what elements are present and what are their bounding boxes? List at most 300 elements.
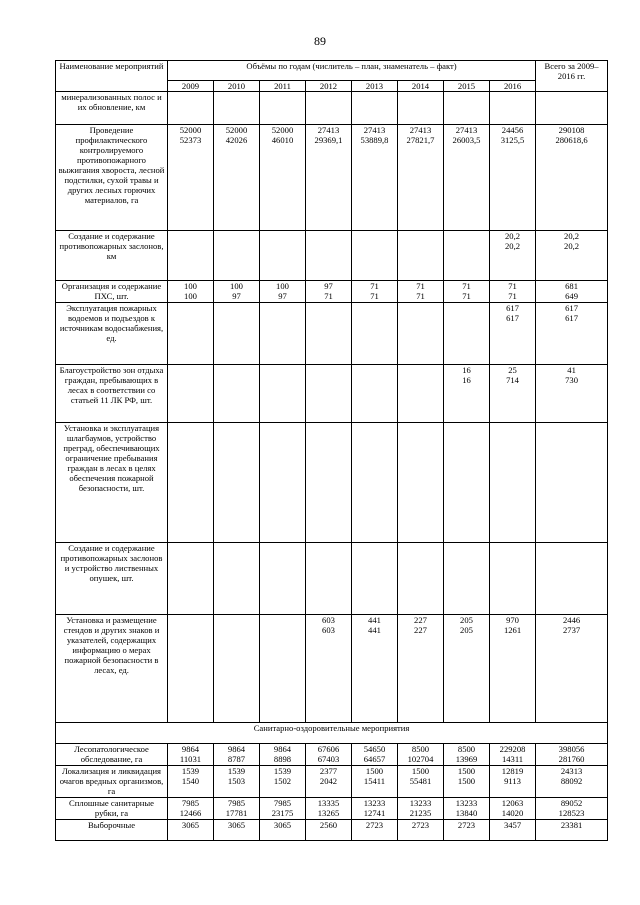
row-name: Создание и содержание противопожарных заслонов и устройство лиственных опушек, шт. [56, 543, 168, 615]
fact-value: 2737 [562, 625, 581, 635]
plan-value: 1500 [457, 766, 476, 776]
fact-value [262, 553, 303, 563]
table-row [56, 365, 608, 423]
value-cell [398, 820, 444, 841]
value-cell [536, 303, 608, 365]
fact-value [170, 313, 211, 323]
plan-value [492, 543, 533, 553]
plan-value: 13233 [455, 798, 478, 808]
plan-value: 2446 [562, 615, 581, 625]
fact-value [492, 433, 533, 443]
fact-value: 64657 [363, 754, 386, 764]
fact-value: 102704 [407, 754, 434, 764]
row-name: Сплошные санитарные рубки, га [56, 798, 168, 820]
plan-value [170, 615, 211, 625]
value-cell [490, 543, 536, 615]
value-cell [490, 820, 536, 841]
plan-value: 9864 [273, 744, 292, 754]
plan-value [446, 231, 487, 241]
value-cell [536, 543, 608, 615]
plan-value [446, 543, 487, 553]
value-cell [306, 798, 352, 820]
table-row [56, 744, 608, 766]
fact-value [262, 433, 303, 443]
value-cell [444, 303, 490, 365]
value-cell [536, 365, 608, 423]
plan-value [354, 423, 395, 433]
row-name: Организация и содержание ПХС, шт. [56, 281, 168, 303]
table-row [56, 303, 608, 365]
plan-value: 27413 [409, 125, 432, 135]
plan-value [216, 615, 257, 625]
value-cell [168, 543, 214, 615]
value-cell [168, 303, 214, 365]
plan-value: 2723 [365, 820, 384, 830]
row-name: Эксплуатация пожарных водоемов и подъездов к источникам водоснабжения, ед. [56, 303, 168, 365]
value-cell [352, 798, 398, 820]
plan-value: 27413 [317, 125, 340, 135]
value-cell [260, 543, 306, 615]
value-cell [490, 365, 536, 423]
value-cell [214, 303, 260, 365]
plan-value: 71 [508, 281, 517, 291]
value-cell [444, 744, 490, 766]
fact-value: 67403 [317, 754, 340, 764]
plan-value: 100 [276, 281, 289, 291]
fact-value [308, 433, 349, 443]
plan-value [354, 231, 395, 241]
header-year: 2013 [352, 81, 398, 92]
fact-value [446, 102, 487, 112]
fact-value [216, 241, 257, 251]
value-cell [444, 231, 490, 281]
fact-value [170, 241, 211, 251]
value-cell [444, 281, 490, 303]
fact-value: 1261 [503, 625, 522, 635]
fact-value: 20,2 [505, 241, 521, 251]
value-cell [536, 820, 608, 841]
plan-value: 7985 [273, 798, 292, 808]
fact-value: 88092 [560, 776, 583, 786]
fact-value [400, 433, 441, 443]
plan-value [400, 92, 441, 102]
value-cell [168, 423, 214, 543]
plan-value: 20,2 [505, 231, 521, 241]
fact-value: 15411 [363, 776, 386, 786]
fact-value: 14020 [501, 808, 524, 818]
value-cell [352, 231, 398, 281]
value-cell [260, 281, 306, 303]
fact-value: 128523 [558, 808, 585, 818]
fact-value [308, 241, 349, 251]
plan-value [354, 543, 395, 553]
value-cell [260, 615, 306, 723]
plan-value [170, 92, 211, 102]
plan-value: 617 [506, 303, 519, 313]
plan-value: 20,2 [564, 231, 580, 241]
fact-value [262, 830, 303, 840]
fact-value [216, 830, 257, 840]
plan-value [170, 543, 211, 553]
value-cell [214, 615, 260, 723]
fact-value: 23175 [271, 808, 294, 818]
fact-value: 26003,5 [452, 135, 481, 145]
fact-value [400, 553, 441, 563]
plan-value [538, 543, 605, 553]
table-body-sanitary [56, 744, 608, 841]
plan-value: 52000 [179, 125, 202, 135]
value-cell [260, 92, 306, 125]
value-cell [168, 125, 214, 231]
fact-value: 12741 [363, 808, 386, 818]
plan-value: 2723 [457, 820, 476, 830]
value-cell [444, 766, 490, 798]
table-row [56, 125, 608, 231]
value-cell [306, 231, 352, 281]
value-cell [490, 615, 536, 723]
value-cell [398, 92, 444, 125]
plan-value [308, 543, 349, 553]
value-cell [490, 303, 536, 365]
plan-value [400, 365, 441, 375]
value-cell [490, 125, 536, 231]
plan-value: 2377 [319, 766, 338, 776]
value-cell [490, 92, 536, 125]
value-cell [490, 423, 536, 543]
fact-value: 52373 [179, 135, 202, 145]
value-cell [398, 365, 444, 423]
value-cell [214, 744, 260, 766]
value-cell [214, 766, 260, 798]
value-cell [490, 281, 536, 303]
plan-value: 100 [184, 281, 197, 291]
plan-value: 13233 [409, 798, 432, 808]
value-cell [490, 231, 536, 281]
plan-value: 3065 [181, 820, 200, 830]
volumes-table [55, 60, 608, 841]
fact-value: 730 [565, 375, 578, 385]
plan-value [262, 543, 303, 553]
value-cell [306, 365, 352, 423]
fact-value: 71 [416, 291, 425, 301]
fact-value: 8898 [273, 754, 292, 764]
plan-value [216, 365, 257, 375]
plan-value: 9864 [227, 744, 246, 754]
value-cell [306, 125, 352, 231]
plan-value: 16 [462, 365, 471, 375]
plan-value: 441 [368, 615, 381, 625]
header-year: 2014 [398, 81, 444, 92]
plan-value [308, 303, 349, 313]
plan-value: 67606 [317, 744, 340, 754]
fact-value [216, 102, 257, 112]
fact-value [446, 553, 487, 563]
value-cell [214, 231, 260, 281]
section-row [56, 723, 608, 744]
fact-value: 100 [184, 291, 197, 301]
table-row [56, 615, 608, 723]
value-cell [444, 125, 490, 231]
row-name: Локализация и ликвидация очагов вредных организмов, га [56, 766, 168, 798]
plan-value [170, 423, 211, 433]
value-cell [168, 766, 214, 798]
plan-value: 7985 [181, 798, 200, 808]
table-section [56, 723, 608, 744]
fact-value: 13969 [455, 754, 478, 764]
value-cell [398, 766, 444, 798]
fact-value: 1540 [181, 776, 200, 786]
plan-value: 24313 [560, 766, 583, 776]
plan-value [446, 92, 487, 102]
plan-value: 1539 [227, 766, 246, 776]
value-cell [352, 365, 398, 423]
fact-value [354, 830, 395, 840]
header-year: 2016 [490, 81, 536, 92]
value-cell [214, 92, 260, 125]
value-cell [214, 365, 260, 423]
plan-value [308, 231, 349, 241]
value-cell [168, 820, 214, 841]
fact-value: 21235 [409, 808, 432, 818]
value-cell [490, 766, 536, 798]
value-cell [168, 365, 214, 423]
fact-value: 3125,5 [500, 135, 525, 145]
plan-value: 681 [565, 281, 578, 291]
plan-value: 9864 [181, 744, 200, 754]
plan-value: 227 [414, 615, 427, 625]
plan-value: 89052 [560, 798, 583, 808]
fact-value [400, 313, 441, 323]
plan-value: 1539 [273, 766, 292, 776]
plan-value [262, 303, 303, 313]
value-cell [536, 615, 608, 723]
fact-value [446, 830, 487, 840]
value-cell [168, 798, 214, 820]
plan-value: 71 [462, 281, 471, 291]
fact-value [216, 625, 257, 635]
value-cell [260, 125, 306, 231]
fact-value: 42026 [225, 135, 248, 145]
plan-value: 8500 [411, 744, 430, 754]
plan-value [262, 231, 303, 241]
fact-value [170, 830, 211, 840]
value-cell [352, 744, 398, 766]
plan-value [262, 365, 303, 375]
plan-value: 52000 [225, 125, 248, 135]
fact-value [262, 625, 303, 635]
value-cell [306, 543, 352, 615]
fact-value [170, 553, 211, 563]
value-cell [260, 798, 306, 820]
fact-value: 71 [508, 291, 517, 301]
row-name: минерализованных полос и их обновление, км [56, 92, 168, 125]
fact-value [400, 102, 441, 112]
plan-value: 1539 [181, 766, 200, 776]
plan-value: 290108 [558, 125, 585, 135]
value-cell [214, 820, 260, 841]
plan-value [308, 92, 349, 102]
fact-value [308, 830, 349, 840]
plan-value: 13233 [363, 798, 386, 808]
value-cell [352, 125, 398, 231]
value-cell [260, 820, 306, 841]
value-cell [306, 615, 352, 723]
plan-value: 3065 [273, 820, 292, 830]
fact-value: 53889,8 [360, 135, 389, 145]
value-cell [490, 744, 536, 766]
value-cell [214, 423, 260, 543]
fact-value: 1500 [457, 776, 476, 786]
fact-value: 16 [462, 375, 471, 385]
plan-value [170, 303, 211, 313]
value-cell [536, 766, 608, 798]
fact-value [170, 102, 211, 112]
plan-value: 24456 [501, 125, 524, 135]
fact-value: 27821,7 [406, 135, 435, 145]
value-cell [260, 231, 306, 281]
value-cell [260, 744, 306, 766]
fact-value: 46010 [271, 135, 294, 145]
value-cell [260, 766, 306, 798]
fact-value [492, 102, 533, 112]
section-title: Санитарно-оздоровительные мероприятия [56, 723, 608, 744]
plan-value: 12063 [501, 798, 524, 808]
fact-value [354, 553, 395, 563]
plan-value [262, 423, 303, 433]
plan-value: 12819 [501, 766, 524, 776]
fact-value [308, 553, 349, 563]
fact-value: 20,2 [564, 241, 580, 251]
fact-value: 17781 [225, 808, 248, 818]
plan-value [354, 303, 395, 313]
plan-value: 54650 [363, 744, 386, 754]
value-cell [168, 615, 214, 723]
row-name: Установка и размещение стендов и других знаков и указателей, содержащих информацию о мерах пожарной безопасности в лесах, ед. [56, 615, 168, 723]
plan-value [400, 543, 441, 553]
plan-value [262, 92, 303, 102]
fact-value: 2042 [319, 776, 338, 786]
value-cell [398, 615, 444, 723]
fact-value [262, 102, 303, 112]
value-cell [260, 423, 306, 543]
value-cell [398, 543, 444, 615]
fact-value: 205 [460, 625, 473, 635]
plan-value [492, 423, 533, 433]
value-cell [444, 820, 490, 841]
plan-value: 398056 [558, 744, 585, 754]
fact-value [538, 102, 605, 112]
fact-value [446, 313, 487, 323]
fact-value [538, 433, 605, 443]
header-year: 2015 [444, 81, 490, 92]
plan-value [354, 92, 395, 102]
value-cell [352, 281, 398, 303]
value-cell [306, 281, 352, 303]
plan-value: 27413 [363, 125, 386, 135]
value-cell [536, 281, 608, 303]
plan-value: 25 [508, 365, 517, 375]
plan-value: 7985 [227, 798, 246, 808]
plan-value [308, 365, 349, 375]
value-cell [352, 820, 398, 841]
table-row [56, 231, 608, 281]
plan-value [216, 543, 257, 553]
fact-value: 12466 [179, 808, 202, 818]
value-cell [352, 423, 398, 543]
fact-value: 9113 [504, 776, 521, 786]
fact-value: 1502 [273, 776, 292, 786]
plan-value: 970 [506, 615, 519, 625]
plan-value: 41 [567, 365, 576, 375]
table-row [56, 281, 608, 303]
fact-value: 71 [462, 291, 471, 301]
value-cell [306, 820, 352, 841]
fact-value [308, 313, 349, 323]
fact-value: 71 [324, 291, 333, 301]
plan-value: 8500 [457, 744, 476, 754]
header-year: 2009 [168, 81, 214, 92]
value-cell [352, 303, 398, 365]
table-row [56, 798, 608, 820]
row-name: Лесопатологическое обследование, га [56, 744, 168, 766]
plan-value [492, 92, 533, 102]
plan-value: 71 [370, 281, 379, 291]
plan-value: 23381 [560, 820, 583, 830]
fact-value [216, 313, 257, 323]
plan-value [216, 423, 257, 433]
table-row [56, 423, 608, 543]
value-cell [536, 798, 608, 820]
header-year: 2010 [214, 81, 260, 92]
fact-value: 13265 [317, 808, 340, 818]
fact-value: 8787 [227, 754, 246, 764]
header-row [56, 61, 608, 81]
plan-value: 2560 [319, 820, 338, 830]
value-cell [444, 92, 490, 125]
plan-value [400, 303, 441, 313]
value-cell [536, 423, 608, 543]
fact-value [400, 830, 441, 840]
plan-value: 617 [565, 303, 578, 313]
fact-value [170, 375, 211, 385]
value-cell [260, 365, 306, 423]
value-cell [306, 423, 352, 543]
fact-value [170, 625, 211, 635]
fact-value: 55481 [409, 776, 432, 786]
value-cell [168, 231, 214, 281]
plan-value: 3065 [227, 820, 246, 830]
value-cell [398, 798, 444, 820]
value-cell [444, 543, 490, 615]
fact-value [170, 433, 211, 443]
value-cell [306, 303, 352, 365]
table-row [56, 820, 608, 841]
fact-value [354, 433, 395, 443]
fact-value: 14311 [501, 754, 524, 764]
value-cell [398, 281, 444, 303]
fact-value [538, 553, 605, 563]
fact-value: 617 [506, 313, 519, 323]
fact-value: 441 [368, 625, 381, 635]
plan-value [216, 303, 257, 313]
value-cell [306, 744, 352, 766]
value-cell [444, 798, 490, 820]
row-name: Установка и эксплуатация шлагбаумов, устройство преград, обеспечивающих ограничение пребывания граждан в лесах в целях обеспечения пожарной безопасности, шт. [56, 423, 168, 543]
value-cell [352, 92, 398, 125]
row-name: Создание и содержание противопожарных заслонов, км [56, 231, 168, 281]
plan-value [538, 423, 605, 433]
fact-value: 71 [370, 291, 379, 301]
